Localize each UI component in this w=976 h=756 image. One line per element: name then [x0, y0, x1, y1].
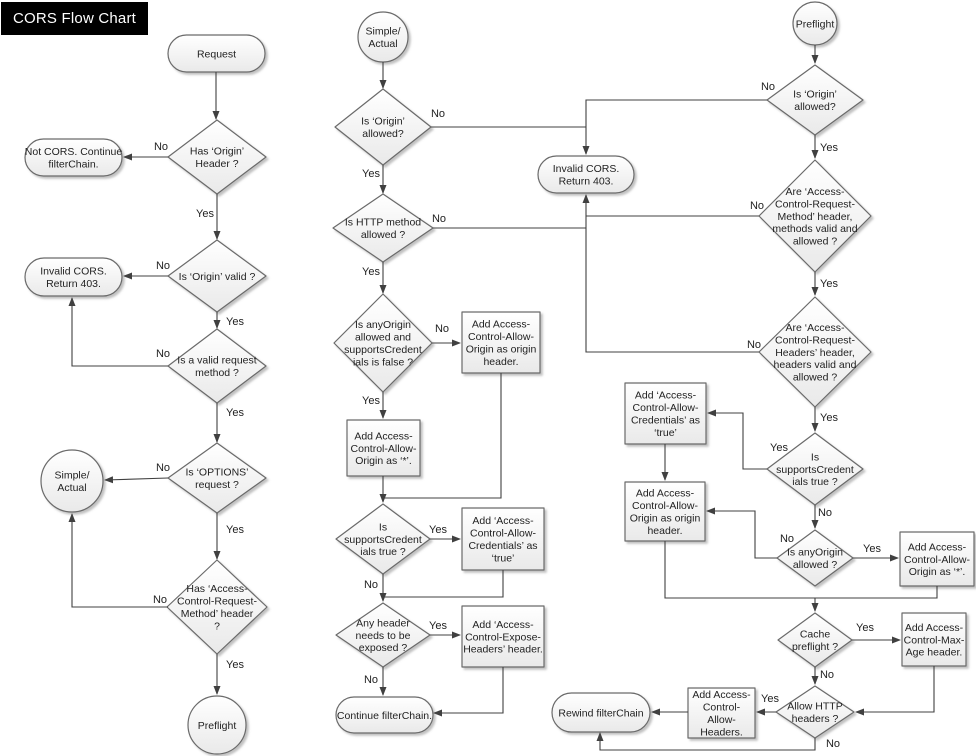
edge-label-acrm-right-yes: Yes — [820, 278, 838, 290]
edge-label-supportscred-right-yes: Yes — [770, 442, 788, 454]
node-allow-http-headers — [776, 686, 854, 738]
node-invalid-cors-left — [25, 258, 122, 296]
node-is-anyorigin-supportscred-false — [334, 294, 432, 392]
edge-label-expose-yes: Yes — [429, 620, 447, 632]
node-label-request: Request — [196, 48, 237, 61]
node-label-preflight-left: Preflight — [197, 719, 237, 732]
node-add-acao-star-mid — [347, 420, 420, 476]
edge-label-expose-no: No — [363, 674, 379, 686]
node-label-is-origin-valid: Is ‘Origin’ valid ? — [178, 270, 256, 283]
edge-credbox-mid-out — [383, 570, 503, 597]
node-label-add-allow-headers: Add Access-Control-Allow-Headers. — [692, 689, 751, 739]
node-label-add-acao-origin-header-mid: Add Access-Control-Allow-Origin as origin header. — [465, 318, 537, 368]
node-label-simple-actual-mid: Simple/ Actual — [365, 25, 401, 50]
node-label-is-origin-allowed-mid: Is ‘Origin’ allowed? — [361, 115, 405, 140]
node-is-origin-allowed-right — [767, 65, 863, 135]
node-is-options-request — [168, 443, 266, 513]
edge-exposebox-out — [434, 667, 503, 713]
node-label-add-acac-true-right: Add ‘Access-Control-Allow-Credentials’ as ‘true’ — [630, 389, 701, 439]
node-add-allow-headers — [688, 688, 755, 738]
node-cache-preflight — [778, 613, 852, 667]
node-is-supportscred-true-mid — [336, 504, 430, 574]
edge-label-origin-right-yes: Yes — [820, 142, 838, 154]
node-label-is-options-request: Is ‘OPTIONS’ request ? — [185, 466, 249, 491]
edge-label-allowheaders-yes: Yes — [761, 693, 779, 705]
edge-maxage-out — [856, 666, 934, 712]
edge-star-right-out — [815, 586, 937, 611]
edge-label-validmethod-yes: Yes — [226, 407, 244, 419]
edge-label-supportscred-mid-no: No — [363, 579, 379, 591]
edge-label-options-yes: Yes — [226, 524, 244, 536]
edge-label-acrh-right-no: No — [746, 339, 762, 351]
node-rewind-filterchain — [552, 693, 650, 732]
edge-label-cache-no: No — [819, 669, 835, 681]
node-label-invalid-cors-left: Invalid CORS. Return 403. — [40, 265, 107, 290]
edge-label-acrm-right-no: No — [749, 200, 765, 212]
edge-label-anyoriginfalse-no: No — [434, 323, 450, 335]
node-add-expose-headers — [462, 606, 544, 667]
edge-label-originvalid-no: No — [155, 260, 171, 272]
edge-label-http-yes: Yes — [362, 266, 380, 278]
node-has-acrm-header — [167, 560, 267, 654]
node-label-is-supportscred-true-mid: Is supportsCredent ials true ? — [344, 521, 422, 559]
node-preflight-left — [188, 696, 246, 754]
node-label-add-acao-origin-header-right: Add Access-Control-Allow-Origin as origin header. — [629, 487, 701, 537]
edge-label-acrh-right-yes: Yes — [820, 412, 838, 424]
node-not-cors-continue — [25, 139, 123, 176]
node-label-is-origin-allowed-right: Is ‘Origin’ allowed? — [793, 88, 837, 113]
node-label-rewind-filterchain: Rewind filterChain — [558, 707, 644, 720]
node-label-add-max-age: Add Access-Control-Max-Age header. — [903, 621, 965, 659]
edge-label-hasorigin-no: No — [153, 141, 169, 153]
edge-label-originvalid-yes: Yes — [226, 316, 244, 328]
node-add-acao-origin-header-right — [625, 482, 705, 541]
node-acrm-valid-allowed — [759, 160, 871, 272]
edge-label-anyorigin-yes: Yes — [863, 543, 881, 555]
node-add-acao-origin-header-mid — [462, 312, 540, 373]
chart-title: CORS Flow Chart — [1, 2, 148, 35]
node-label-is-anyorigin-supportscred-false: Is anyOrigin allowed and supportsCredent ials is false ? — [344, 319, 422, 369]
node-label-cache-preflight: Cache preflight ? — [791, 628, 839, 653]
edge-label-http-no: No — [431, 213, 447, 225]
edge-validmethod-no — [72, 298, 171, 366]
edge-supportscred-right-yes — [708, 413, 767, 469]
edge-label-supportscred-mid-yes: Yes — [429, 524, 447, 536]
edge-label-allowheaders-no: No — [825, 738, 841, 750]
edge-acrh-right-no — [586, 195, 762, 352]
node-label-not-cors-continue: Not CORS. Continue filterChain. — [24, 146, 123, 171]
node-any-header-exposed — [336, 603, 430, 667]
node-label-is-supportscred-true-right: Is supportsCredent ials true ? — [776, 451, 854, 489]
edge-label-anyorigin-no: No — [779, 533, 795, 545]
node-label-add-acao-star-right: Add Access-Control-Allow-Origin as ‘*’. — [904, 541, 970, 579]
node-label-invalid-cors-center: Invalid CORS. Return 403. — [552, 163, 620, 188]
node-label-has-acrm-header: Has ‘Access-Control-Request-Method’ header ? — [177, 583, 257, 633]
node-invalid-cors-center — [538, 156, 634, 193]
node-label-acrh-valid-allowed: Are ‘Access-Control-Request-Headers’ header, headers valid and allowed ? — [773, 322, 857, 384]
edge-origin-right-no — [586, 100, 767, 154]
edge-label-options-no: No — [155, 462, 171, 474]
node-label-preflight-right: Preflight — [795, 18, 835, 31]
edge-label-origin-right-no: No — [760, 81, 776, 93]
edge-label-hasorigin-yes: Yes — [196, 208, 214, 220]
node-label-add-acao-star-mid: Add Access-Control-Allow-Origin as ‘*’. — [350, 430, 417, 468]
node-has-origin-header — [168, 120, 266, 194]
node-is-http-method-allowed — [333, 194, 433, 262]
edge-label-acrm-left-yes: Yes — [226, 659, 244, 671]
node-continue-filterchain — [336, 697, 433, 733]
edge-anyorigin-no — [707, 511, 777, 558]
edge-label-origin-mid-no: No — [430, 108, 446, 120]
node-label-add-acac-true-mid: Add ‘Access-Control-Allow-Credentials’ as ‘true’ — [468, 515, 538, 565]
node-is-valid-request-method — [168, 329, 266, 403]
node-label-allow-http-headers: Allow HTTP headers ? — [787, 700, 843, 725]
node-is-origin-allowed-mid — [335, 89, 431, 165]
node-acrh-valid-allowed — [759, 297, 871, 407]
node-add-max-age — [902, 613, 966, 666]
node-label-has-origin-header: Has ‘Origin’ Header ? — [189, 145, 245, 170]
node-label-add-expose-headers: Add ‘Access-Control-Expose-Headers’ header. — [463, 618, 543, 656]
node-add-acac-true-right — [625, 383, 706, 444]
node-label-is-anyorigin-allowed: Is anyOrigin allowed ? — [786, 546, 844, 571]
edge-label-origin-mid-yes: Yes — [362, 168, 380, 180]
node-label-any-header-exposed: Any header needs to be exposed ? — [355, 617, 411, 655]
node-simple-actual-mid — [358, 12, 408, 62]
node-add-acac-true-mid — [462, 508, 544, 570]
node-request — [168, 35, 265, 72]
node-is-origin-valid — [168, 240, 266, 312]
edge-label-cache-yes: Yes — [856, 622, 874, 634]
node-label-acrm-valid-allowed: Are ‘Access-Control-Request-Method’ header, methods valid and allowed ? — [772, 186, 858, 248]
node-label-is-http-method-allowed: Is HTTP method allowed ? — [344, 216, 422, 241]
node-label-simple-actual-left: Simple/ Actual — [54, 469, 90, 494]
edge-label-validmethod-no: No — [155, 348, 171, 360]
node-label-continue-filterchain: Continue filterChain. — [336, 709, 433, 722]
edge-options-no — [105, 478, 168, 480]
edge-label-anyoriginfalse-yes: Yes — [362, 395, 380, 407]
node-add-acao-star-right — [900, 532, 974, 586]
edge-label-supportscred-right-no: No — [817, 507, 833, 519]
node-label-is-valid-request-method: Is a valid request method ? — [177, 354, 257, 379]
nodes-layer — [25, 2, 974, 754]
node-simple-actual-left — [41, 450, 103, 512]
node-preflight-right — [793, 2, 837, 45]
edge-label-acrm-left-no: No — [152, 594, 168, 606]
